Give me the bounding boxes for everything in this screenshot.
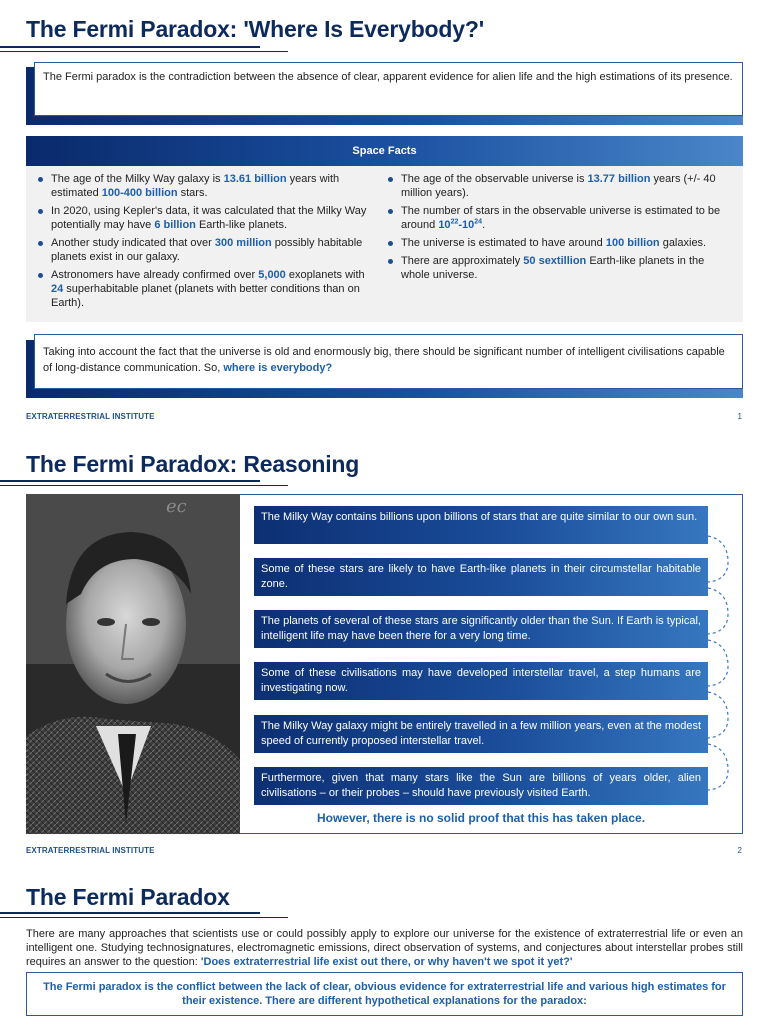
space-facts-heading: Space Facts xyxy=(26,136,743,166)
page3-title: The Fermi Paradox xyxy=(26,884,230,910)
facts-right-list xyxy=(386,172,731,286)
list-item: The age of the observable universe is 13.77 billion years (+/- 40 million years). xyxy=(386,172,731,200)
title-underline xyxy=(0,51,288,52)
reasoning-step-3: The planets of several of these stars are significantly older than the Sun. If Earth is typical, intelligent life may have been there for a very long time. xyxy=(254,610,708,648)
list-item: The age of the Milky Way galaxy is 13.61 billion years with estimated 100-400 billion stars. xyxy=(36,172,374,200)
reasoning-step-1: The Milky Way contains billions upon billions of stars that are quite similar to our own sun. xyxy=(254,506,708,544)
reasoning-step-4: Some of these civilisations may have developed interstellar travel, a step humans are investigating now. xyxy=(254,662,708,700)
closing-text: Taking into account the fact that the universe is old and enormously big, there should be significant number of intelligent civilisations capable of long-distance communication. So, xyxy=(43,346,725,374)
portrait-photo-icon xyxy=(26,494,240,834)
page2-title: The Fermi Paradox: Reasoning xyxy=(26,451,360,477)
intro-paragraph: There are many approaches that scientists use or could possibly apply to explore our universe for the existence of extraterrestrial life or even an intelligent one. Studying technosignatures, electromagnetic emissions, direct observation of systems, and conjectures about interstellar probes still requires an answer to the question: 'Does extraterrestrial life exist out there, or why haven't we spot it yet?' xyxy=(26,928,743,968)
reasoning-step-5: The Milky Way galaxy might be entirely travelled in a few million years, even at the modest speed of currently proposed interstellar travel. xyxy=(254,715,708,753)
page-number: 1 xyxy=(737,412,742,421)
list-item: There are approximately 50 sextillion Earth-like planets in the whole universe. xyxy=(386,254,731,282)
svg-text:ec: ec xyxy=(166,496,187,517)
closing-question: where is everybody? xyxy=(223,362,333,374)
definition-card xyxy=(34,62,743,116)
footer-label: EXTRATERRESTRIAL INSTITUTE xyxy=(26,412,155,421)
title-underline xyxy=(0,46,260,48)
list-item: The number of stars in the observable universe is estimated to be around $10^{22}-10^{24}$. xyxy=(386,204,731,232)
paradox-definition-box: The Fermi paradox is the conflict between the lack of clear, obvious evidence for extraterrestrial life and various high estimates for their existence. There are different hypothetical explanations for the paradox: xyxy=(26,972,743,1016)
space-facts-panel xyxy=(26,166,743,322)
title-underline xyxy=(0,912,260,914)
list-item: Another study indicated that over 300 million possibly habitable planets exist in our galaxy. xyxy=(36,236,374,264)
reasoning-step-2: Some of these stars are likely to have Earth-like planets in their circumstellar habitable zone. xyxy=(254,558,708,596)
enrico-fermi-portrait xyxy=(26,494,240,834)
dashed-connector-icon xyxy=(700,520,740,800)
title-underline xyxy=(0,485,288,486)
key-question: 'Does extraterrestrial life exist out there, or why haven't we spot it yet?' xyxy=(200,956,573,968)
title-underline xyxy=(0,480,260,482)
closing-card xyxy=(34,334,743,389)
list-item: Astronomers have already confirmed over 5,000 exoplanets with 24 superhabitable planet (planets with better conditions than on Earth). xyxy=(36,268,374,310)
definition-text: The Fermi paradox is the contradiction between the absence of clear, apparent evidence for alien life and the high estimations of its presence. xyxy=(43,71,733,83)
footer-label: EXTRATERRESTRIAL INSTITUTE xyxy=(26,846,155,855)
reasoning-step-6: Furthermore, given that many stars like the Sun are billions of years older, alien civilisations – or their probes – should have previously visited Earth. xyxy=(254,767,708,805)
list-item: The universe is estimated to have around 100 billion galaxies. xyxy=(386,236,731,250)
page1-title: The Fermi Paradox: 'Where Is Everybody?' xyxy=(26,16,484,42)
facts-left-list xyxy=(36,172,374,314)
reasoning-conclusion: However, there is no solid proof that this has taken place. xyxy=(316,811,646,825)
list-item: In 2020, using Kepler's data, it was calculated that the Milky Way potentially may have 6 billion Earth-like planets. xyxy=(36,204,374,232)
page-number: 2 xyxy=(737,846,742,855)
title-underline xyxy=(0,917,288,918)
